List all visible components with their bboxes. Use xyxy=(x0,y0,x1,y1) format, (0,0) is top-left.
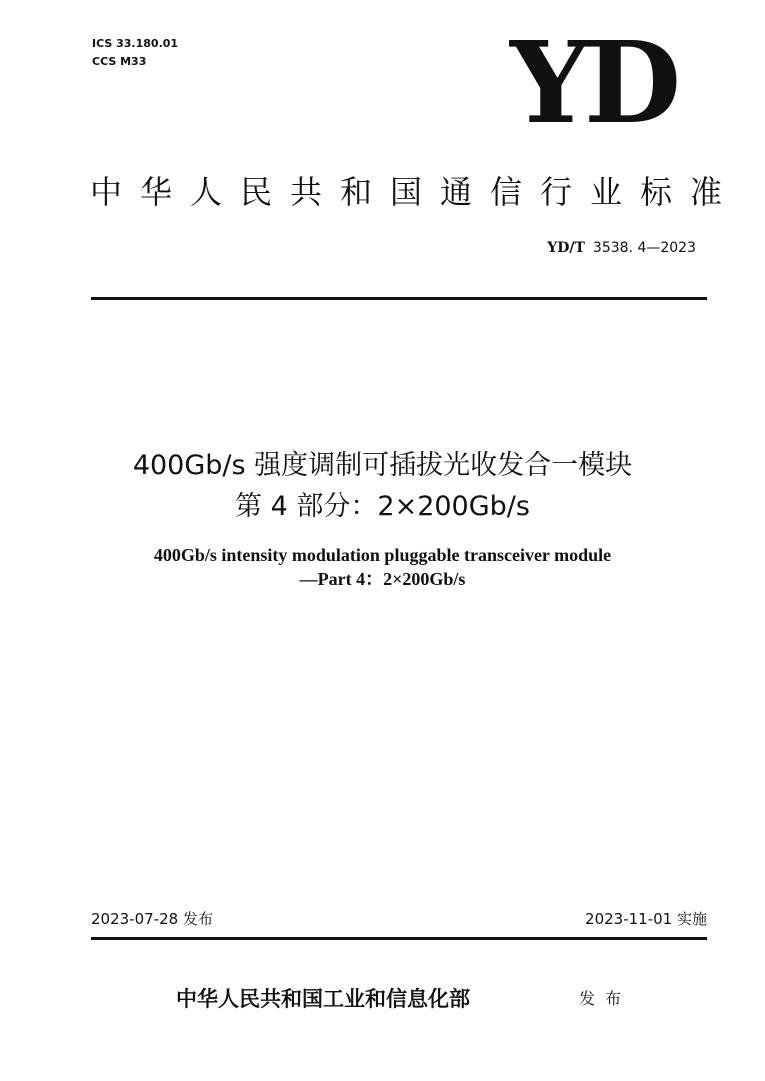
english-title-line-1: 400Gb/s intensity modulation pluggable transceiver module xyxy=(153,545,612,565)
top-divider xyxy=(91,297,707,300)
chinese-title-line-1: 400Gb/s 强度调制可插拔光收发合一模块 xyxy=(132,450,633,481)
standard-prefix: YD/T xyxy=(547,240,585,256)
chinese-title-line-2: 第 4 部分：2×200Gb/s xyxy=(235,491,530,522)
implementation-date: 2023-11-01 实施 xyxy=(585,910,707,928)
publish-label: 发布 xyxy=(579,989,632,1008)
bottom-divider xyxy=(91,937,707,940)
issue-date: 2023-07-28 发布 xyxy=(91,910,213,928)
standard-number-value: 3538. 4—2023 xyxy=(592,240,696,256)
ics-code: ICS 33.180.01 xyxy=(92,37,179,50)
yd-logo: YD xyxy=(510,18,676,149)
ccs-code: CCS M33 xyxy=(92,55,147,68)
english-title-line-2: —Part 4：2×200Gb/s xyxy=(299,569,466,589)
issuing-authority: 中华人民共和国工业和信息化部 xyxy=(176,986,470,1011)
standard-number xyxy=(480,238,696,258)
standard-type-title: 中华人民共和国通信行业标准 xyxy=(90,173,741,211)
